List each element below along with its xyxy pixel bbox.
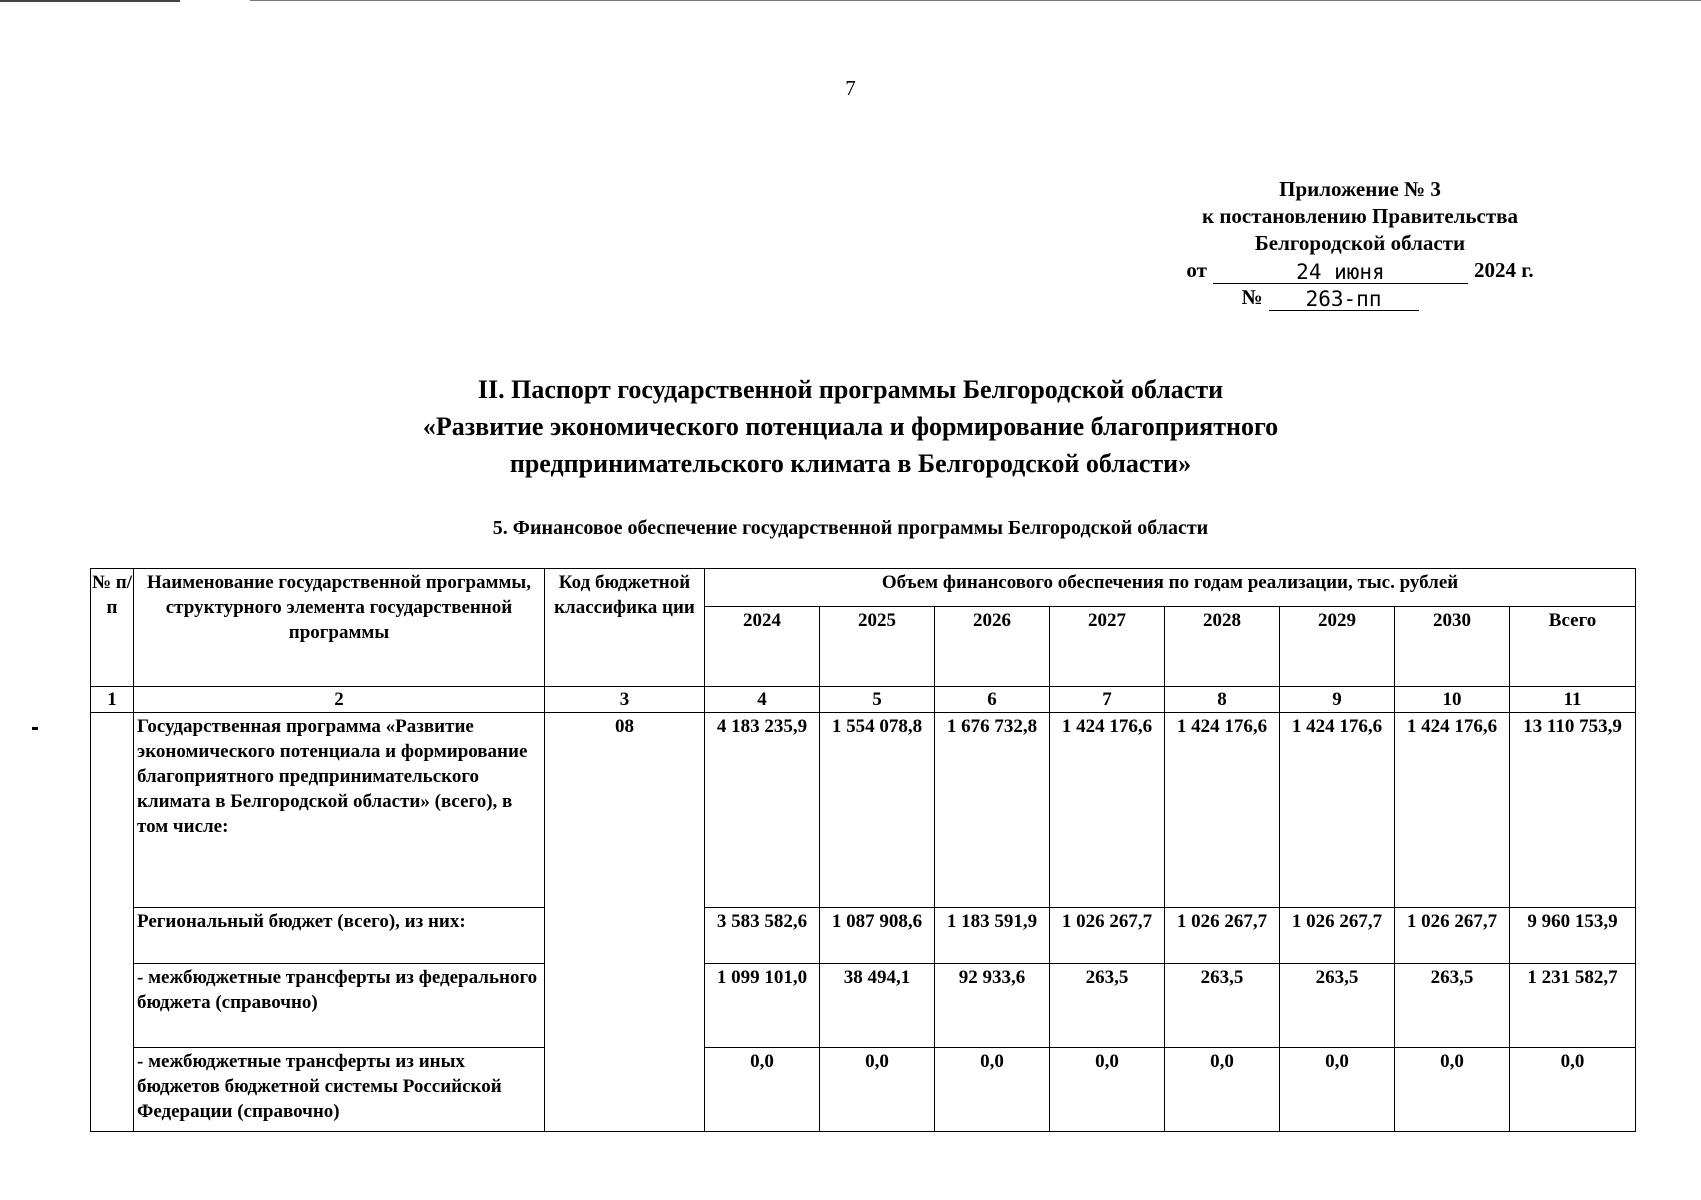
value-cell: 263,5 [1050,964,1165,1048]
header-year: 2024 [705,607,820,687]
title-line-2: «Развитие экономического потенциала и формирование благоприятного [422,412,1279,441]
appendix-line-2: к постановлению Правительства [1201,204,1519,228]
scan-top-rule-right [250,0,1701,1]
value-cell: 0,0 [1050,1048,1165,1132]
appendix-date-line [1140,257,1580,284]
column-index: 5 [820,687,935,713]
value-cell: 0,0 [705,1048,820,1132]
value-cell: 38 494,1 [820,964,935,1048]
column-index: 2 [134,687,545,713]
value-cell: 263,5 [1280,964,1395,1048]
value-cell: 0,0 [820,1048,935,1132]
date-value: 24 июня [1213,261,1468,284]
value-cell-total: 13 110 753,9 [1510,713,1636,908]
scan-top-rule-left [0,0,180,2]
value-cell: 1 424 176,6 [1395,713,1510,908]
column-index: 7 [1050,687,1165,713]
appendix-line-3: Белгородской области [1254,231,1466,255]
table-row-regional-budget [91,908,1636,964]
financing-table [90,568,1636,1132]
value-cell: 263,5 [1395,964,1510,1048]
title-line-1: II. Паспорт государственной программы Белгородской области [477,375,1224,404]
value-cell: 0,0 [1280,1048,1395,1132]
number-prefix: № [1241,285,1263,309]
row-name: Государственная программа «Развитие экономического потенциала и формирование благоприятного предпринимательского климата в Белгородской области» (всего), в том числе: [134,713,545,908]
value-cell: 0,0 [1395,1048,1510,1132]
appendix-block [1140,176,1580,311]
header-year: 2026 [935,607,1050,687]
value-cell: 1 026 267,7 [1165,908,1280,964]
column-index: 10 [1395,687,1510,713]
document-title [0,371,1701,482]
header-volume: Объем финансового обеспечения по годам реализации, тыс. рублей [705,569,1636,607]
column-index: 4 [705,687,820,713]
value-cell: 0,0 [935,1048,1050,1132]
value-cell: 0,0 [1165,1048,1280,1132]
column-index: 8 [1165,687,1280,713]
value-cell: 263,5 [1165,964,1280,1048]
table-row-program-total [91,713,1636,908]
header-total: Всего [1510,607,1636,687]
header-code: Код бюджетной классифика ции [545,569,705,687]
row-name: Региональный бюджет (всего), из них: [134,908,545,964]
value-cell: 1 183 591,9 [935,908,1050,964]
value-cell: 4 183 235,9 [705,713,820,908]
value-cell: 1 026 267,7 [1395,908,1510,964]
appendix-line-1: Приложение № 3 [1279,177,1441,201]
number-value: 263-пп [1269,288,1419,311]
column-index-row [91,687,1636,713]
margin-mark [32,727,38,730]
table-row-federal-transfers [91,964,1636,1048]
header-num: № п/п [91,569,134,687]
value-cell: 1 554 078,8 [820,713,935,908]
row-name: - межбюджетные трансферты из федерального бюджета (справочно) [134,964,545,1048]
value-cell: 92 933,6 [935,964,1050,1048]
column-index: 3 [545,687,705,713]
value-cell-total: 1 231 582,7 [1510,964,1636,1048]
date-prefix: от [1186,258,1207,282]
value-cell: 1 424 176,6 [1165,713,1280,908]
row-number-cell [91,713,134,1132]
row-name: - межбюджетные трансферты из иных бюджетов бюджетной системы Российской Федерации (справочно) [134,1048,545,1132]
section-title: 5. Финансовое обеспечение государственной программы Белгородской области [492,517,1209,539]
header-year: 2030 [1395,607,1510,687]
value-cell: 1 099 101,0 [705,964,820,1048]
value-cell: 1 087 908,6 [820,908,935,964]
appendix-number-line [1140,284,1580,311]
value-cell-total: 0,0 [1510,1048,1636,1132]
value-cell: 1 026 267,7 [1280,908,1395,964]
value-cell: 1 026 267,7 [1050,908,1165,964]
header-year: 2029 [1280,607,1395,687]
column-index: 11 [1510,687,1636,713]
budget-code: 08 [545,713,705,1132]
header-name: Наименование государственной программы, структурного элемента государственной программы [134,569,545,687]
value-cell: 1 424 176,6 [1280,713,1395,908]
value-cell: 1 424 176,6 [1050,713,1165,908]
column-index: 6 [935,687,1050,713]
header-year: 2028 [1165,607,1280,687]
date-suffix: 2024 г. [1473,258,1534,282]
value-cell: 3 583 582,6 [705,908,820,964]
table-row-other-transfers [91,1048,1636,1132]
column-index: 1 [91,687,134,713]
value-cell: 1 676 732,8 [935,713,1050,908]
value-cell-total: 9 960 153,9 [1510,908,1636,964]
header-year: 2027 [1050,607,1165,687]
header-year: 2025 [820,607,935,687]
title-line-3: предпринимательского климата в Белгородской области» [509,449,1192,478]
header-row-1 [91,569,1636,607]
column-index: 9 [1280,687,1395,713]
page-number: 7 [845,76,856,100]
